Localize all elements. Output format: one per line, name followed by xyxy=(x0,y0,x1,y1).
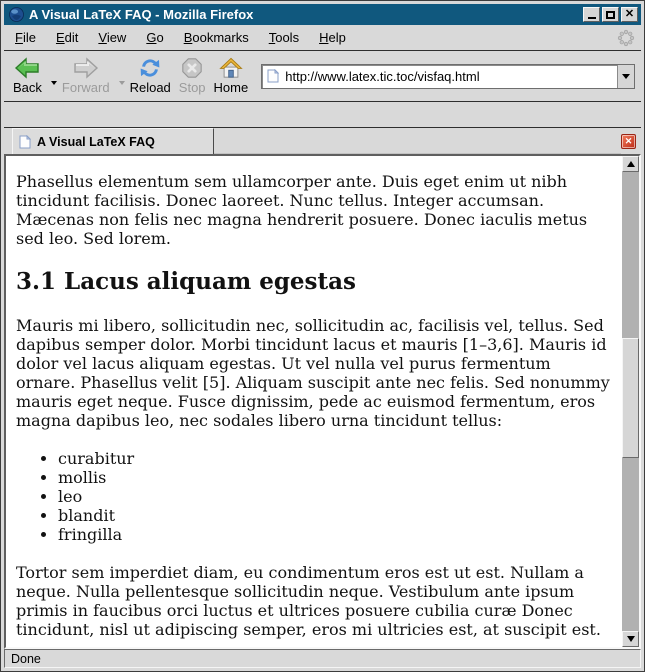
tab-a-visual-latex-faq[interactable] xyxy=(12,128,214,154)
scroll-down-icon xyxy=(627,636,635,642)
paragraph: Mauris mi libero, sollicitudin nec, sollicitudin ac, facilisis vel, tellus. Sed dapibus semper dolor. Morbi tincidunt lacus et mauris [1–3,6]. Mauris id dolor vel lacus aliquam egestas. Ut vel nulla vel purus fermentum ornare. Phasellus velit [5]. Aliquam suscipit ante nec felis. Sed nonummy mauris eget neque. Fusce dignissim, pede ac euismod fermentum, eros magna dapibus leo, nec sodales libero urna tincidunt tellus: xyxy=(16,316,610,430)
forward-label: Forward xyxy=(61,80,110,95)
menu-file[interactable]: File xyxy=(15,30,36,45)
close-button[interactable] xyxy=(621,7,638,22)
bullet-list xyxy=(16,449,614,544)
section-heading: 3.1 Lacus aliquam egestas xyxy=(16,268,356,295)
menu-bookmarks[interactable]: Bookmarks xyxy=(183,30,249,45)
list-item: • mollis xyxy=(58,468,614,487)
list-item: • fringilla xyxy=(58,525,614,544)
minimize-button[interactable] xyxy=(583,7,600,22)
stop-label: Stop xyxy=(178,80,206,95)
menu-edit[interactable]: Edit xyxy=(55,30,79,45)
throbber-icon xyxy=(616,28,636,48)
scrollbar-track[interactable] xyxy=(622,172,639,631)
maximize-icon xyxy=(606,11,615,19)
tab-label: A Visual LaTeX FAQ xyxy=(37,134,155,149)
home-icon xyxy=(218,57,244,79)
bookmarks-toolbar xyxy=(4,102,641,128)
paragraph: Tortor sem imperdiet diam, eu condimentum eros est ut est. Nullam a neque. Nulla pellentesque sollicitudin neque. Vestibulum ante ipsum primis in faucibus orci luctus et ultrices posuere cubilia curæ Donec tincidunt, nisl ut adipiscing semper, eros mi ultricies est, at suscipit est. xyxy=(16,563,601,639)
scroll-down-button[interactable] xyxy=(622,631,639,647)
statusbar xyxy=(4,649,641,668)
window-title: A Visual LaTeX FAQ - Mozilla Firefox xyxy=(29,7,254,22)
reload-icon xyxy=(138,57,162,79)
reload-button[interactable] xyxy=(127,56,174,96)
forward-icon xyxy=(73,57,99,79)
menu-tools[interactable]: Tools xyxy=(268,30,300,45)
forward-dropdown-icon[interactable] xyxy=(119,81,125,85)
close-icon: ✕ xyxy=(624,135,633,146)
scroll-up-icon xyxy=(627,161,635,167)
menu-go[interactable]: Go xyxy=(146,30,164,45)
back-label: Back xyxy=(13,80,42,95)
home-label: Home xyxy=(213,80,249,95)
maximize-button[interactable] xyxy=(602,7,619,22)
tab-close-button[interactable] xyxy=(621,134,636,149)
page-icon xyxy=(267,69,279,83)
web-page xyxy=(6,156,622,647)
url-input[interactable] xyxy=(285,69,612,84)
forward-button[interactable] xyxy=(59,56,113,96)
vertical-scrollbar[interactable] xyxy=(622,156,639,647)
stop-button[interactable] xyxy=(176,56,209,96)
page-icon xyxy=(19,135,31,149)
menu-help[interactable]: Help xyxy=(319,30,346,45)
scrollbar-thumb[interactable] xyxy=(622,338,639,458)
reload-label: Reload xyxy=(129,80,171,95)
urlbar xyxy=(261,64,635,89)
back-icon xyxy=(14,57,40,79)
back-button[interactable] xyxy=(10,56,45,96)
list-item: • curabitur xyxy=(58,449,614,468)
urlbar-field[interactable] xyxy=(262,65,617,88)
paragraph: Phasellus elementum sem ullamcorper ante. Duis eget enim ut nibh tincidunt facilisis. Donec laoreet. Nunc tellus. Integer accumsan. Mæcenas non felis nec magna hendrerit posuere. Donec iaculis metus sed leo. Sed lorem. xyxy=(16,172,588,248)
menu-view[interactable]: View xyxy=(98,30,127,45)
close-icon: ✕ xyxy=(624,8,635,20)
status-text: Done xyxy=(11,651,41,666)
list-item: • leo xyxy=(58,487,614,506)
titlebar[interactable] xyxy=(4,4,641,25)
list-item: • blandit xyxy=(58,506,614,525)
home-button[interactable] xyxy=(211,56,252,96)
navigation-toolbar xyxy=(4,51,641,102)
scroll-up-button[interactable] xyxy=(622,156,639,172)
content-area xyxy=(4,154,641,649)
dropdown-icon xyxy=(622,74,630,79)
url-dropdown-button[interactable] xyxy=(617,65,634,88)
back-dropdown-icon[interactable] xyxy=(51,81,57,85)
firefox-globe-icon xyxy=(9,7,24,22)
stop-icon xyxy=(180,57,204,79)
menubar xyxy=(4,25,641,51)
minimize-icon xyxy=(588,17,596,19)
tabbar xyxy=(4,128,641,154)
tab-strip xyxy=(214,128,621,154)
